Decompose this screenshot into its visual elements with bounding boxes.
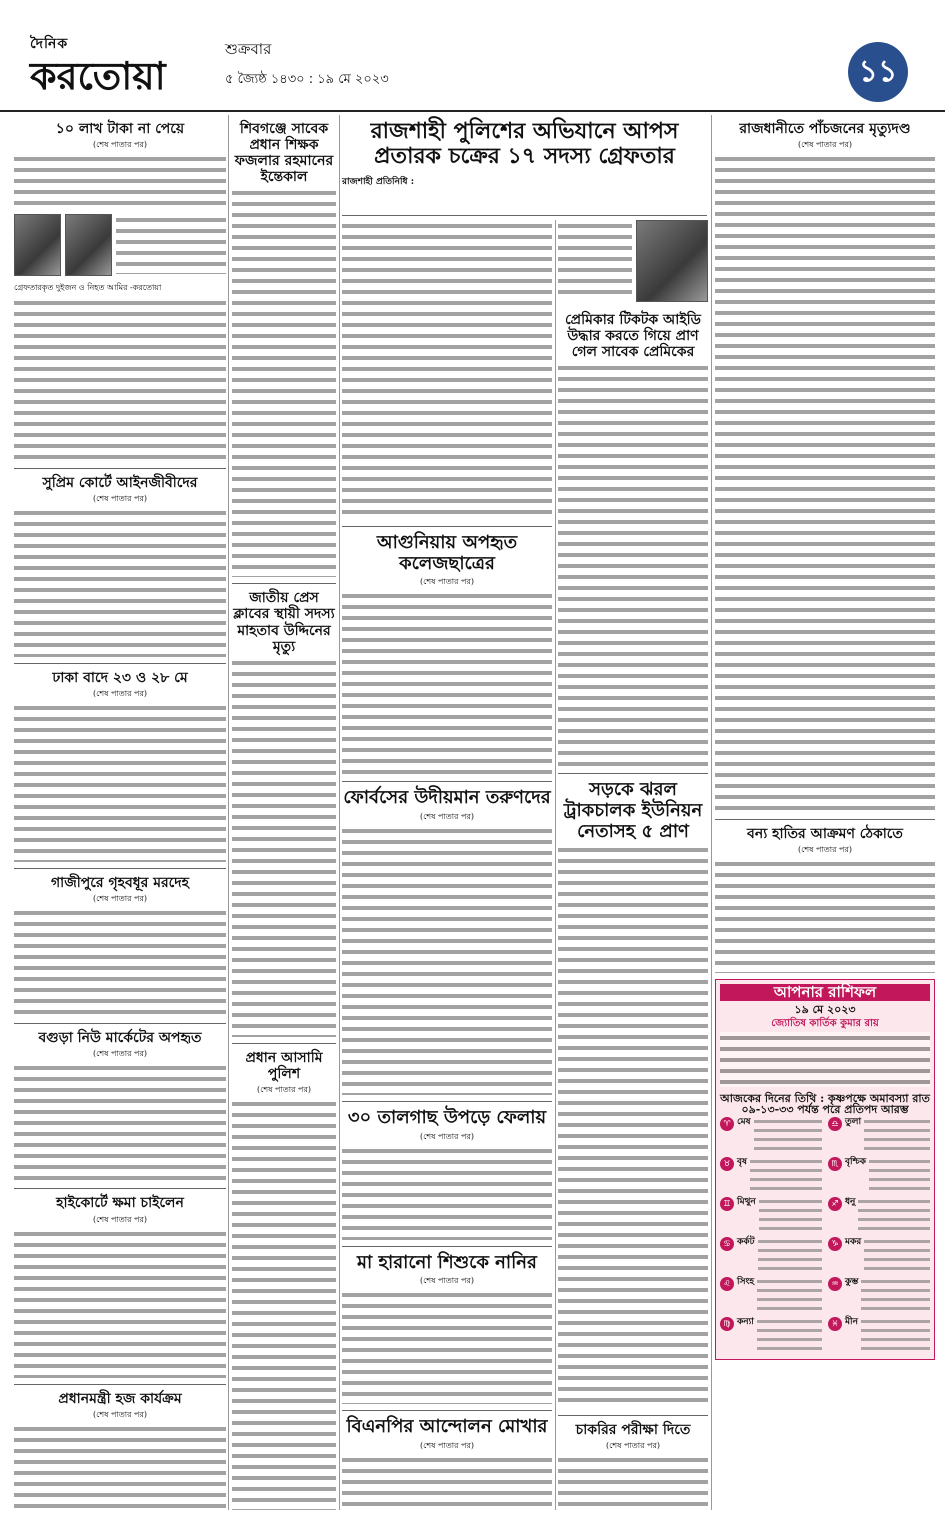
- article-headline: রাজধানীতে পাঁচজনের মৃত্যুদণ্ড: [739, 121, 911, 137]
- zodiac-icon: ♈: [720, 1117, 734, 1131]
- zodiac-sign: ♓ মীন: [828, 1317, 930, 1355]
- article-headline: প্রেমিকার টিকটক আইডি উদ্ধার করতে গিয়ে প্রাণ গেল সাবেক প্রেমিকের: [565, 312, 701, 361]
- zodiac-sign: ♈ মেষ: [720, 1117, 822, 1155]
- article-body: [558, 362, 708, 767]
- zodiac-sign: ♉ বৃষ: [720, 1157, 822, 1195]
- article-body: [342, 825, 552, 1095]
- column-4: [558, 220, 708, 1510]
- zodiac-sign: ♌ সিংহ: [720, 1277, 822, 1315]
- continued-note: (শেষ পাতার পর): [92, 1049, 148, 1059]
- continued-note: (শেষ পাতার পর): [92, 140, 148, 150]
- article-headline: সুপ্রিম কোর্টে আইনজীবীদের: [42, 475, 198, 492]
- continued-note: (শেষ পাতার পর): [92, 689, 148, 699]
- zodiac-sign: ♐ ধনু: [828, 1197, 930, 1235]
- continued-note: (শেষ পাতার পর): [797, 140, 853, 150]
- tithi-note: আজকের দিনের তিথি : কৃষ্ণপক্ষে অমাবস্যা রাত ০৯-১৩-৩৩ পর্যন্ত পরে প্রতিপদ আরম্ভ: [720, 1092, 930, 1117]
- continued-note: (শেষ পাতার পর): [797, 845, 853, 855]
- article-headline: মা হারানো শিশুকে নানির: [357, 1251, 537, 1273]
- zodiac-sign: ♍ কন্যা: [720, 1317, 822, 1355]
- article-body: [116, 214, 226, 274]
- zodiac-icon: ♐: [828, 1197, 842, 1211]
- news-photo: [14, 214, 61, 276]
- column-divider: [228, 115, 229, 1510]
- photo-row: [558, 220, 708, 306]
- byline: রাজশাহী প্রতিনিধি :: [342, 176, 415, 187]
- article-body: [14, 153, 226, 208]
- article-headline: প্রধানমন্ত্রী হজ কার্যক্রম: [58, 1390, 182, 1407]
- article-headline: প্রধান আসামি পুলিশ: [245, 1049, 323, 1082]
- article-headline: চাকরির পরীক্ষা দিতে: [575, 1422, 691, 1439]
- article-body: [14, 1423, 226, 1510]
- article-headline: আগুনিয়ায় অপহৃত কলেজছাত্রের: [376, 532, 518, 574]
- continued-note: (শেষ পাতার পর): [419, 1441, 475, 1451]
- article-body: [232, 187, 336, 577]
- photo-caption: গ্রেফতারকৃত দুইজন ও নিহত আমির -করতোয়া: [14, 283, 162, 293]
- zodiac-icon: ♊: [720, 1197, 734, 1211]
- continued-note: (শেষ পাতার পর): [605, 1441, 661, 1451]
- article-body: [342, 590, 552, 775]
- article-body: [232, 1098, 336, 1510]
- article-body: [715, 153, 935, 813]
- column-1: [14, 115, 226, 1510]
- date-line: ৫ জ্যৈষ্ঠ ১৪৩০ : ১৯ মে ২০২৩: [225, 72, 389, 87]
- article-headline: বগুড়া নিউ মার্কেটের অপহৃত: [38, 1030, 202, 1047]
- article-headline: ঢাকা বাদে ২৩ ও ২৮ মে: [52, 670, 188, 687]
- continued-note: (শেষ পাতার পর): [92, 494, 148, 504]
- article-body: [14, 702, 226, 862]
- photo-row: [14, 214, 226, 280]
- article-headline: ৩০ তালগাছ উপড়ে ফেলায়: [347, 1107, 547, 1129]
- zodiac-sign: ♑ মকর: [828, 1237, 930, 1275]
- continued-note: (শেষ পাতার পর): [419, 1131, 475, 1141]
- zodiac-icon: ♉: [720, 1157, 734, 1171]
- article-headline: ১০ লাখ টাকা না পেয়ে: [55, 121, 185, 137]
- continued-note: (শেষ পাতার পর): [256, 1084, 312, 1094]
- continued-note: (শেষ পাতার পর): [419, 577, 475, 587]
- zodiac-sign: ♊ মিথুন: [720, 1197, 822, 1235]
- zodiac-sign: ♎ তুলা: [828, 1117, 930, 1155]
- news-photo: [65, 214, 112, 276]
- article-body: [232, 657, 336, 1037]
- continued-note: (শেষ পাতার পর): [92, 1214, 148, 1224]
- horoscope-intro: [720, 1032, 930, 1087]
- article-headline: হাইকোর্টে ক্ষমা চাইলেন: [56, 1195, 184, 1212]
- masthead: [0, 0, 945, 112]
- column-3: [342, 220, 552, 1510]
- continued-note: (শেষ পাতার পর): [419, 812, 475, 822]
- article-body: [342, 1145, 552, 1240]
- article-headline: বিএনপির আন্দোলন মোখার: [346, 1416, 548, 1438]
- continued-note: (শেষ পাতার পর): [419, 1276, 475, 1286]
- news-photo: [636, 220, 708, 302]
- article-body: [14, 907, 226, 1017]
- zodiac-sign: ♋ কর্কট: [720, 1237, 822, 1275]
- article-body: [342, 1289, 552, 1404]
- zodiac-icon: ♏: [828, 1157, 842, 1171]
- article-headline: গাজীপুরে গৃহবধূর মরদেহ: [50, 875, 190, 892]
- horoscope-date: ১৯ মে ২০২৩: [794, 1003, 856, 1017]
- horoscope-author: জ্যোতিষ কার্তিক কুমার রায়: [771, 1018, 879, 1030]
- article-body: [14, 507, 226, 657]
- zodiac-icon: ♓: [828, 1317, 842, 1331]
- article-body: [558, 220, 632, 300]
- article-body: [14, 1062, 226, 1182]
- column-divider: [555, 220, 556, 1510]
- zodiac-icon: ♋: [720, 1237, 734, 1251]
- lead-story: [342, 115, 707, 216]
- column-5: [715, 115, 935, 1510]
- zodiac-icon: ♍: [720, 1317, 734, 1331]
- article-headline: ফোর্বসের উদীয়মান তরুণদের: [343, 787, 551, 809]
- column-divider: [339, 115, 340, 1510]
- continued-note: (শেষ পাতার পর): [92, 1409, 148, 1419]
- zodiac-icon: ♒: [828, 1277, 842, 1291]
- zodiac-sign: ♏ বৃশ্চিক: [828, 1157, 930, 1195]
- continued-note: (শেষ পাতার পর): [92, 894, 148, 904]
- horoscope-title: আপনার রাশিফল: [720, 984, 930, 1001]
- article-body: [558, 844, 708, 1409]
- article-headline: বন্য হাতির আক্রমণ ঠেকাতে: [747, 826, 903, 843]
- zodiac-grid: [720, 1117, 930, 1355]
- zodiac-icon: ♑: [828, 1237, 842, 1251]
- article-headline: জাতীয় প্রেস ক্লাবের স্থায়ী সদস্য মাহতাব উদ্দিনের মৃত্যু: [233, 590, 335, 655]
- logo-big: করতোয়া: [30, 54, 166, 98]
- zodiac-sign: ♒ কুম্ভ: [828, 1277, 930, 1315]
- column-2: [232, 115, 336, 1510]
- article-headline: শিবগঞ্জে সাবেক প্রধান শিক্ষক ফজলার রহমানের ইন্তেকাল: [234, 121, 334, 186]
- logo-small: দৈনিক: [30, 36, 69, 52]
- article-body: [342, 1454, 552, 1510]
- article-body: [715, 858, 935, 973]
- article-body: [558, 1454, 708, 1510]
- article-body: [14, 1228, 226, 1378]
- day-name: শুক্রবার: [225, 40, 272, 58]
- horoscope-box: [715, 979, 935, 1360]
- newspaper-logo: [30, 32, 210, 96]
- article-body: [342, 220, 552, 520]
- zodiac-icon: ♌: [720, 1277, 734, 1291]
- lead-headline: রাজশাহী পুলিশের অভিযানে আপস প্রতারক চক্রের ১৭ সদস্য গ্রেফতার: [370, 119, 679, 170]
- article-headline: সড়কে ঝরল ট্রাকচালক ইউনিয়ন নেতাসহ ৫ প্রাণ: [563, 779, 703, 842]
- page-number-badge: ১১: [848, 42, 908, 102]
- zodiac-icon: ♎: [828, 1117, 842, 1131]
- column-divider: [711, 115, 712, 1510]
- article-body: [14, 297, 226, 462]
